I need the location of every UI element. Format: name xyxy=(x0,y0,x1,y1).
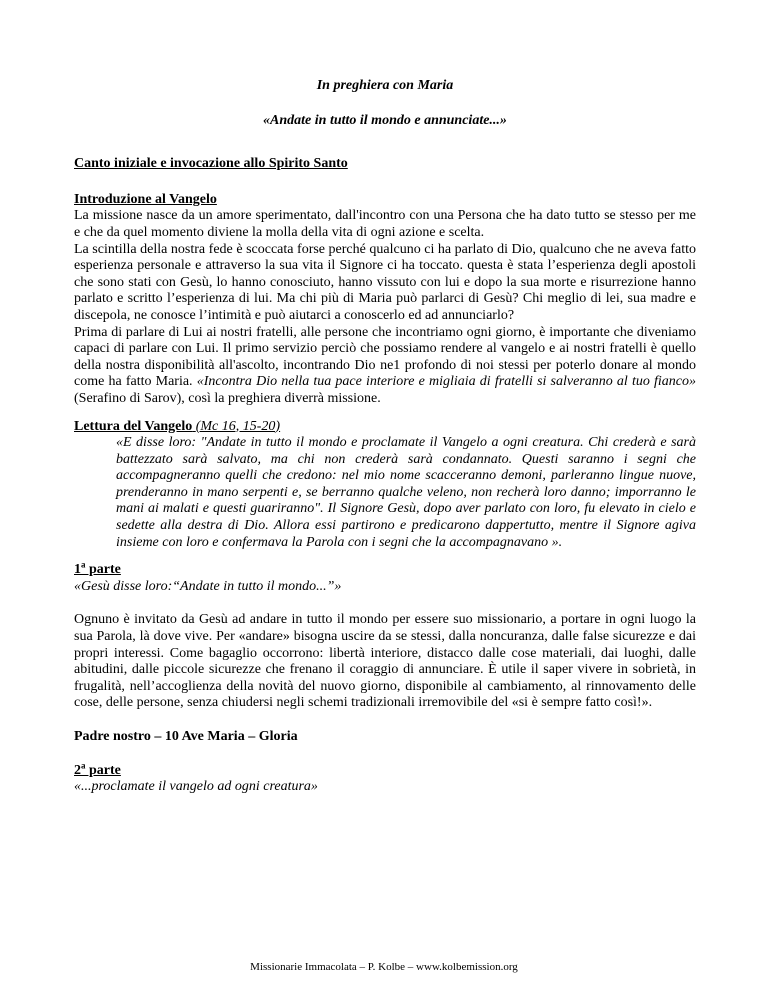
part1-subtitle: «Gesù disse loro:“Andate in tutto il mondo...”» xyxy=(74,578,342,594)
document-title: In preghiera con Maria xyxy=(316,78,454,93)
intro-paragraph-3 xyxy=(74,325,696,408)
intro-paragraph-2: La scintilla della nostra fede è scoccata forse perché qualcuno ci ha parlato di Dio, qualcuno che ne aveva fatto esperienza personale e attraverso la sua vita il Signore ci ha toccato. questa è stata l’esperienza degli apostoli che sono stati con Gesù, lo hanno conosciuto, hanno vissuto con lui e dopo la sua morte e risurrezione hanno parlato e scritto l’esperienza di lui. Ma chi più di Maria può parlarci di Gesù? Chi meglio di lei, sua madre e discepola, ne conosce l’intimità e può aiutarci a conoscerlo ed ad annunciarlo? xyxy=(74,241,696,323)
intro-p3-text: Prima di parlare di Lui ai nostri fratelli, alle persone che incontriamo ogni giorno, è importante che diveniamo capaci di parlare con Lui. Il primo servizio perciò che possiamo rendere al vangelo e ai nostri fratelli è quello della nostra disponibilità all'ascolto, incontrando Dio ne1 profondo di noi stessi per poterlo donare al mondo come ha fatto Maria. xyxy=(74,324,696,390)
reading-heading xyxy=(74,419,696,436)
page-footer: Missionarie Immacolata – P. Kolbe – www.kolbemission.org xyxy=(250,961,518,973)
intro-p3-quote: «Incontra Dio nella tua pace interiore e migliaia di fratelli si salveranno al tuo fianco» xyxy=(196,374,696,390)
canto-heading: Canto iniziale e invocazione allo Spirito Santo xyxy=(74,156,348,172)
part2-superscript: a xyxy=(81,759,86,770)
part1-number: 1 xyxy=(74,562,81,578)
part1-label: parte xyxy=(85,562,121,578)
reading-heading-label: Lettura del Vangelo xyxy=(74,418,193,434)
part2-subtitle: «...proclamate il vangelo ad ogni creatura» xyxy=(74,779,318,795)
part1-superscript: a xyxy=(81,559,86,570)
part2-label: parte xyxy=(85,762,121,778)
document-subtitle: «Andate in tutto il mondo e annunciate...» xyxy=(263,112,507,128)
intro-heading: Introduzione al Vangelo xyxy=(74,191,217,207)
intro-p3-tail: (Serafino di Sarov), così la preghiera diverrà missione. xyxy=(74,390,381,406)
part1-heading xyxy=(74,559,696,579)
prayer-line: Padre nostro – 10 Ave Maria – Gloria xyxy=(74,729,298,744)
part2-heading xyxy=(74,759,696,780)
part1-text: Ognuno è invitato da Gesù ad andare in tutto il mondo per essere suo missionario, a portare in ogni luogo la sua Parola, là dove vive. Per «andare» bisogna uscire da se stessi, dalla noncuranza, dalle false sicurezze e dai propri interessi. Come bagaglio occorrono: libertà interiore, distacco dalle cose materiali, dai luoghi, dalle abitudini, dalle piccole sicurezze che frenano il coraggio di annunciare. È utile il saper vivere in sobrietà, in frugalità, nell’accoglienza della novità del nuovo giorno, disponibile al cambiamento, al rinnovamento delle cose, delle persone, senza chiudersi negli schemi tradizionali irremovibile del «si è sempre fatto così!». xyxy=(74,612,696,711)
reading-reference: (Mc 16, 15-20) xyxy=(195,418,281,434)
part2-number: 2 xyxy=(74,762,81,778)
intro-paragraph-1: La missione nasce da un amore sperimentato, dall'incontro con una Persona che ha dato tutto se stesso per me e che da quel momento diviene la molla della vita di ogni azione e scelta. xyxy=(74,208,696,240)
document-page xyxy=(74,60,696,796)
gospel-text: «E disse loro: "Andate in tutto il mondo e proclamate il Vangelo a ogni creatura. Chi crederà e sarà battezzato sarà salvato, ma chi non crederà sarà condannato. Questi saranno i segni che accompagneranno quelli che credono: nel mio nome scacceranno demoni, parleranno lingue nuove, prenderanno in mano serpenti e, se berranno qualche veleno, non recherà loro danno; imporranno le mani ai malati e questi guariranno". Il Signore Gesù, dopo aver parlato con loro, fu elevato in cielo e sedette alla destra di Dio. Allora essi partirono e predicarono dappertutto, mentre il Signore agiva insieme con loro e confermava la Parola con i segni che la accompagnavano ». xyxy=(116,435,696,550)
